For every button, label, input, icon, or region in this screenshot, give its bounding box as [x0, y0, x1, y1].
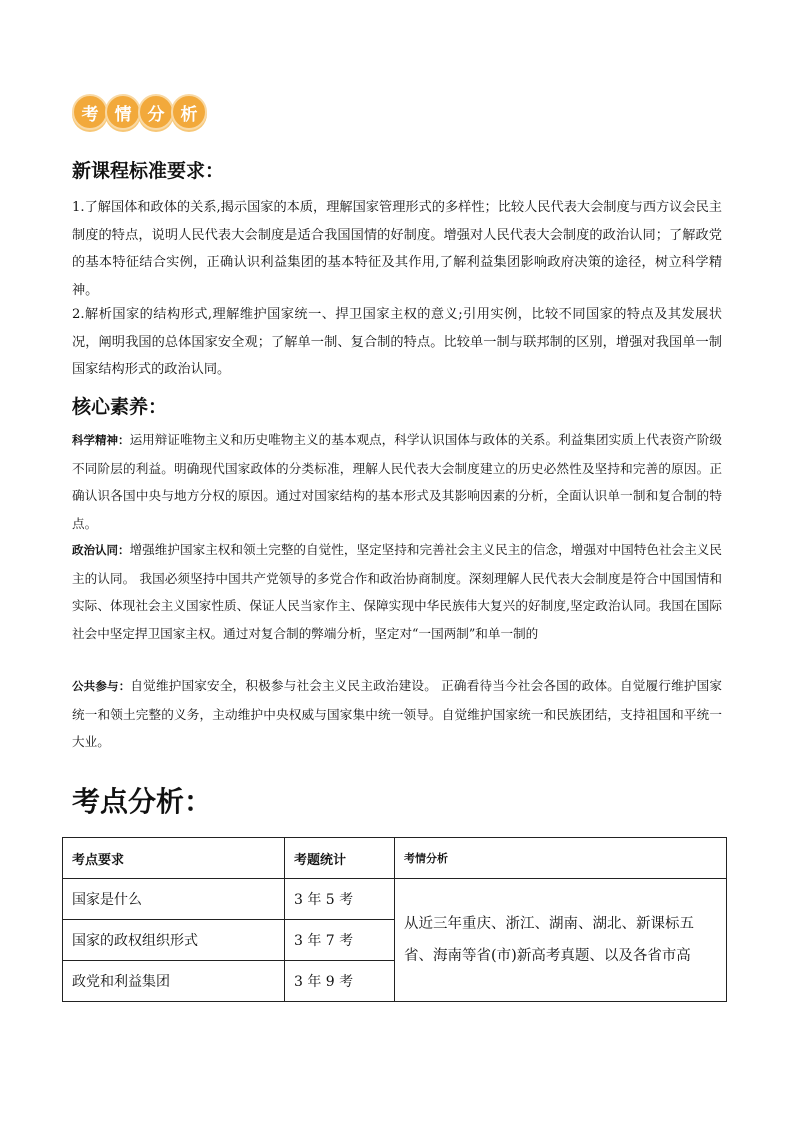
curriculum-paragraph-2: 2.解析国家的结构形式,理解维护国家统一、捍卫国家主权的意义;引用实例，比较不同国家的特点及其发展状况，阐明我国的总体国家安全观；了解单一制、复合制的特点。比较单一制与联邦制的区别，增强对我国单一制国家结构形式的政治认同。 [72, 307, 722, 377]
curriculum-heading: 新课程标准要求： [72, 160, 225, 182]
competency-text: 自觉维护国家安全，积极参与社会主义民主政治建设。 正确看待当今社会各国的政体。自觉履行维护国家统一和领土完整的义务，主动维护中央权威与国家集中统一领导。自觉维护国家统一和民族团结，支持祖国和平统一大业。 [72, 678, 722, 749]
competency-label: 政治认同： [72, 543, 130, 557]
section-badge [72, 94, 204, 130]
table-cell-statistics: 3 年 9 考 [285, 961, 395, 1002]
table-header: 考点要求 [63, 838, 285, 879]
table-cell-statistics: 3 年 7 考 [285, 920, 395, 961]
table-header-row [63, 838, 727, 879]
badge-char: 情 [105, 94, 141, 130]
exam-points-table [62, 837, 727, 1002]
table-cell-requirement: 政党和利益集团 [63, 961, 285, 1002]
competency-item-political [72, 536, 722, 647]
competency-heading: 核心素养： [72, 396, 168, 418]
table-cell-requirement: 国家是什么 [63, 879, 285, 920]
competency-text: 运用辩证唯物主义和历史唯物主义的基本观点，科学认识国体与政体的关系。利益集团实质上代表资产阶级不同阶层的利益。明确现代国家政体的分类标准，理解人民代表大会制度建立的历史必然性及坚持和完善的原因。正确认识各国中央与地方分权的原因。通过对国家结构的基本形式及其影响因素的分析，全面认识单一制和复合制的特点。 [72, 432, 723, 531]
table-header: 考题统计 [285, 838, 395, 879]
badge-char: 分 [138, 94, 174, 130]
curriculum-paragraph-1: 1.了解国体和政体的关系,揭示国家的本质，理解国家管理形式的多样性；比较人民代表大会制度与西方议会民主制度的特点，说明人民代表大会制度是适合我国国情的好制度。增强对人民代表大会制度的政治认同；了解政党的基本特征结合实例，正确认识利益集团的基本特征及其作用,了解利益集团影响政府决策的途径，树立科学精神。 [72, 200, 722, 298]
table-cell-statistics: 3 年 5 考 [285, 879, 395, 920]
table-header: 考情分析 [395, 838, 727, 879]
table-cell-analysis: 从近三年重庆、浙江、湖南、湖北、新课标五省、海南等省(市)新高考真题、以及各省市高 [395, 879, 727, 1002]
table-cell-requirement: 国家的政权组织形式 [63, 920, 285, 961]
table-row [63, 879, 727, 920]
competency-item-science [72, 426, 722, 537]
badge-char: 析 [171, 94, 207, 130]
exam-analysis-heading: 考点分析： [72, 785, 213, 818]
competency-item-public [72, 672, 722, 756]
badge-char: 考 [72, 94, 108, 130]
competency-label: 公共参与： [72, 679, 131, 693]
competency-text: 增强维护国家主权和领土完整的自觉性，坚定坚持和完善社会主义民主的信念，增强对中国特色社会主义民主的认同。 我国必须坚持中国共产党领导的多党合作和政治协商制度。深刻理解人民代表大会制度是符合中国国情和实际、体现社会主义国家性质、保证人民当家作主、保障实现中华民族伟大复兴的好制度,坚定政治认同。我国在国际社会中坚定捍卫国家主权。通过对复合制的弊端分析，坚定对“一国两制”和单一制的 [72, 542, 723, 641]
competency-label: 科学精神： [72, 433, 130, 447]
